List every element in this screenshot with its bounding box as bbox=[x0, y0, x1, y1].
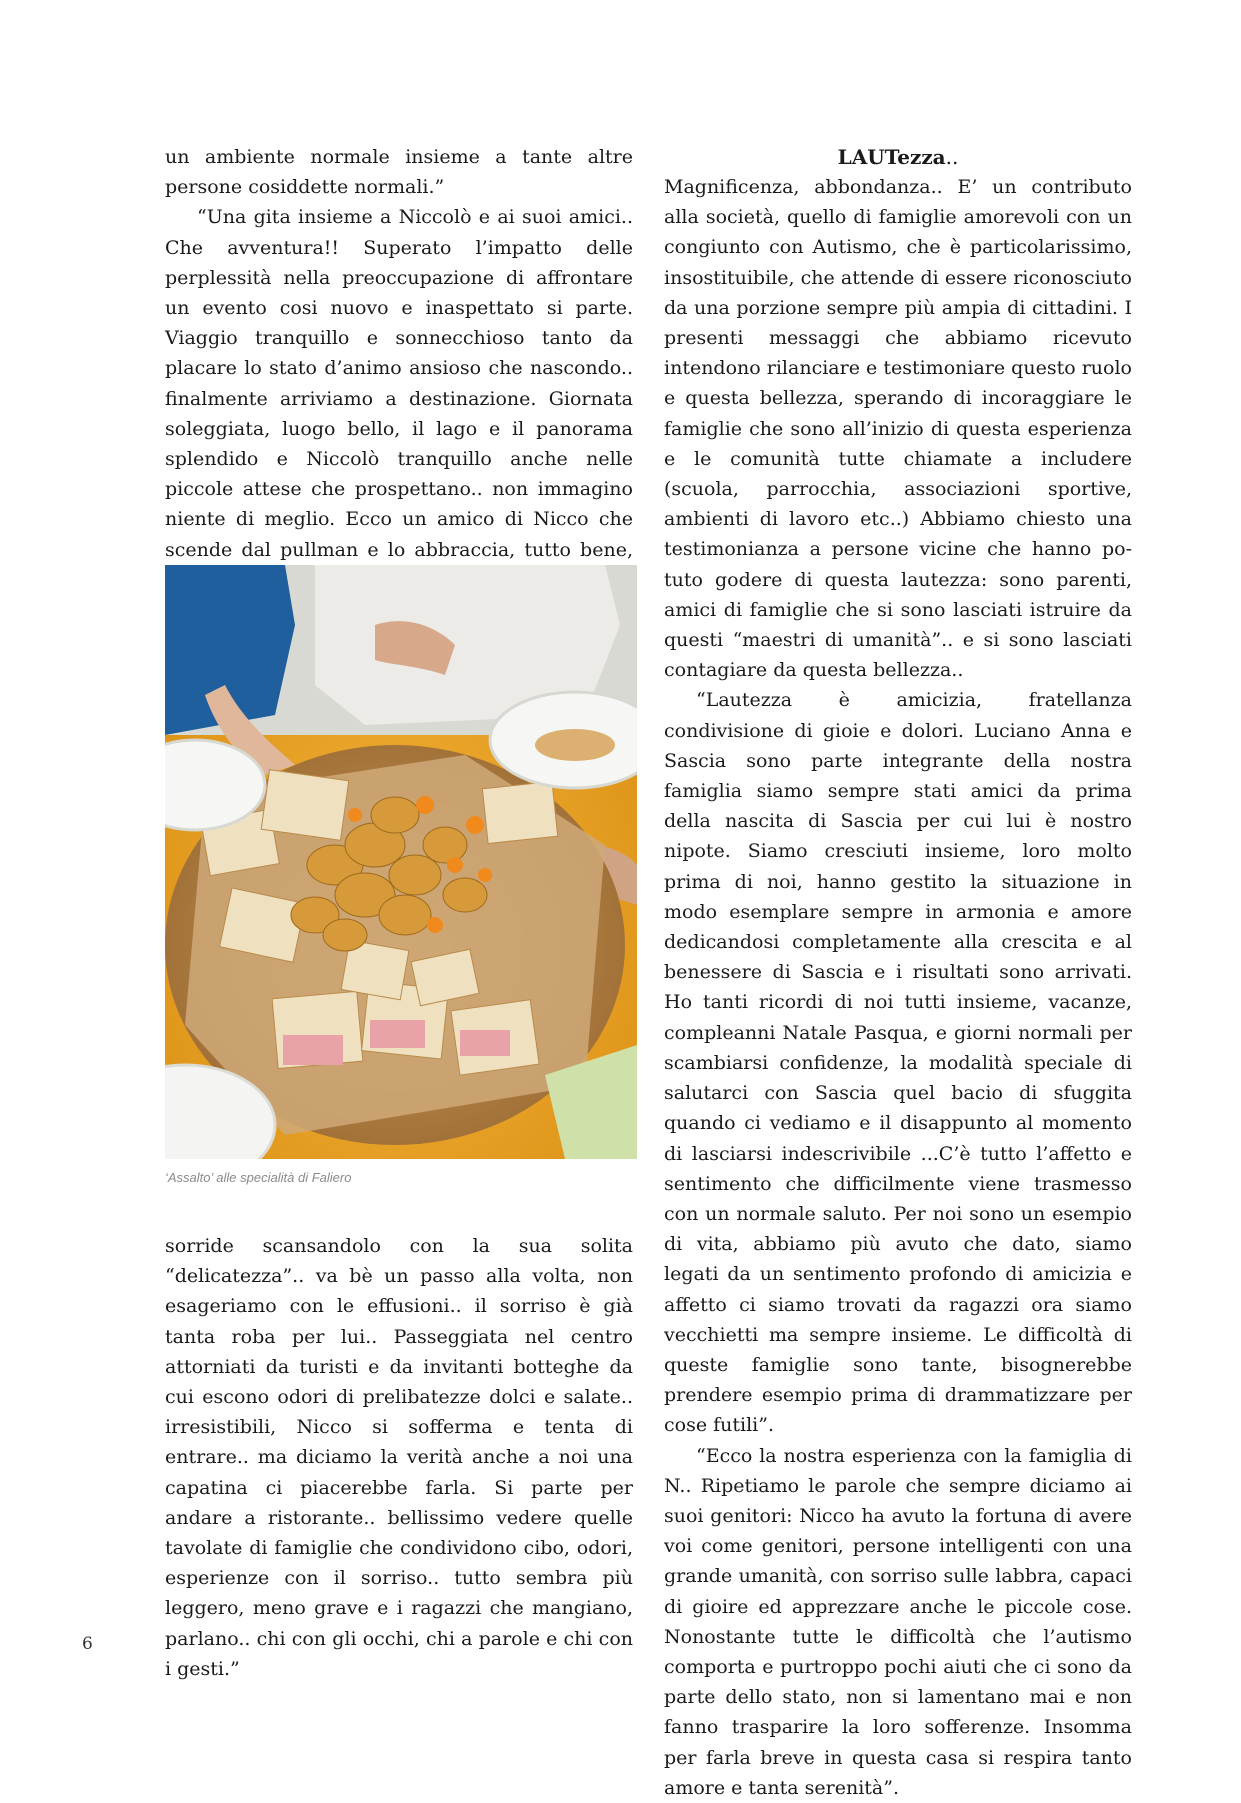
left-column-top bbox=[165, 142, 633, 595]
section-title-bold: LAUTezza bbox=[837, 145, 946, 169]
section-title-suffix: .. bbox=[945, 145, 959, 169]
paragraph: un ambiente normale insieme a tante altre persone cosiddette normali.” bbox=[165, 146, 633, 199]
right-column bbox=[664, 142, 1132, 1803]
paragraph: “Lautezza è amicizia, fratellanza condivisione di gioie e dolori. Luciano Anna e Sascia sono parte integrante della nostra famiglia siamo sempre stati amici da prima della nascita di Sascia per cui lui è nostro nipote. Siamo cresciuti insieme, loro molto prima di noi, hanno gestito la situazione in modo esemplare sempre in armonia e amore dedicandosi completamente alla crescita e al benessere di Sascia e i risultati sono arrivati. Ho tanti ricordi di noi tutti insieme, vacanze, compleanni Natale Pasqua, e giorni normali per scambiarsi confidenze, la modalità speciale di salutarci con Sascia quel bacio di sfuggita quando ci vediamo e il disappunto al momento di lasciarsi indescrivibile ...C’è tutto l’affetto e sentimento che difficilmente viene trasmesso con un normale saluto. Per noi sono un esempio di vita, abbiamo più avuto che dato, siamo legati da un sentimento profondo di amicizia e affetto ci siamo trovati da ragazzi ora siamo vecchietti ma sempre insieme. Le difficoltà di queste famiglie sono tante, bisognerebbe prendere esempio prima di drammatizzare per cose futili”. bbox=[664, 689, 1132, 1437]
left-column-bottom bbox=[165, 1231, 633, 1684]
paragraph: Magnificenza, abbondanza.. E’ un contributo alla società, quello di famiglie amorevoli con un congiunto con Autismo, che è particolarissimo, insostituibile, che attende di essere riconosciuto da una porzione sempre più ampia di cittadini. I presenti messaggi che abbiamo ricevuto intendono rilanciare e testimoniare questo ruolo e questa bellezza, sperando di incoraggiare le famiglie che sono all’inizio di questa esperienza e le comunità tutte chiamate a includere (scuola, parrocchia, associazioni sportive, ambienti di lavoro etc..) Abbiamo chiesto una testimonianza a persone vicine che hanno potuto godere di questa lautezza: sono parenti, amici di famiglie che si sono lasciati istruire da questi “maestri di umanità”.. e si sono lasciati contagiare da questa bellezza.. bbox=[664, 176, 1132, 682]
photo-caption: ‘Assalto’ alle specialità di Faliero bbox=[165, 1170, 352, 1185]
food-platter-image bbox=[165, 565, 637, 1159]
paragraph: “Ecco la nostra esperienza con la famiglia di N.. Ripetiamo le parole che sempre diciamo ai suoi genitori: Nicco ha avuto la fortuna di avere voi come genitori, persone intelligenti con una grande umanità, con sorriso sulle labbra, capaci di gioire ed apprezzare anche le piccole cose. Nonostante tutte le difficoltà che l’autismo comporta e purtroppo pochi aiuti che ci sono da parte dello stato, non si lamentano mai e non fanno trasparire la loro sofferenze. Insomma per farla breve in questa casa si respira tanto amore e tanta serenità”. bbox=[664, 1444, 1132, 1799]
section-title bbox=[664, 142, 1132, 172]
food-photo bbox=[165, 565, 637, 1159]
paragraph: “Una gita insieme a Niccolò e ai suoi amici.. Che avventura!! Superato l’impatto delle perplessità nella preoccupazione di affrontare un evento cosi nuovo e inaspettato si parte. Viaggio tranquillo e sonnecchioso tanto da placare lo stato d’animo ansioso che nascondo.. finalmente arriviamo a destinazione. Giornata soleggiata, luogo bello, il lago e il panorama splendido e Niccolò tranquillo anche nelle piccole attese che prospettano.. non immagino niente di meglio. Ecco un amico di Nicco che scende dal pullman e lo abbraccia, tutto bene, bbox=[165, 206, 633, 561]
paragraph: sorride scansandolo con la sua solita “delicatezza”.. va bè un passo alla volta, non esageriamo con le effusioni.. il sorriso è già tanta roba per lui.. Passeggiata nel centro attorniati da turisti e da invitanti botteghe da cui escono odori di prelibatezze dolci e salate.. irresistibili, Nicco si sofferma e tenta di entrare.. ma diciamo la verità anche a noi una capatina ci piacerebbe farla. Si parte per andare a ristorante.. bellissimo vedere quelle tavolate di famiglie che condividono cibo, odori, esperienze con il sorriso.. tutto sembra più leggero, meno grave e i ragazzi che mangiano, parlano.. chi con gli occhi, chi a parole e chi con i gesti.” bbox=[165, 1235, 633, 1680]
page-number: 6 bbox=[82, 1634, 93, 1654]
